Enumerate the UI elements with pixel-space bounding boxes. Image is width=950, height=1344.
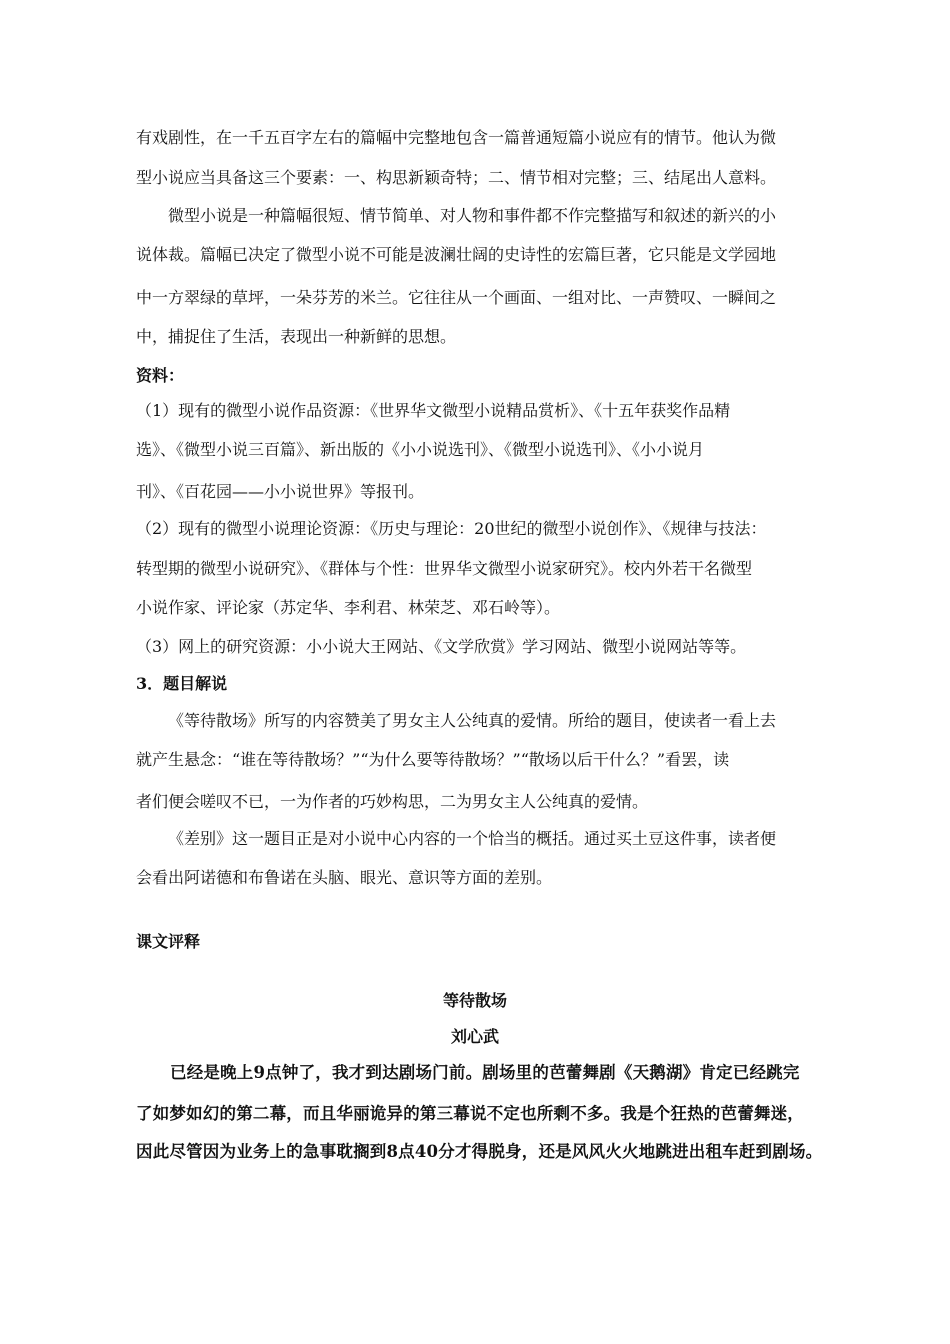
resources-item1-line-2: 选》、《微型小说三百篇》、新出版的《小小说选刊》、《微型小说选刊》、《小小说月 bbox=[136, 440, 705, 459]
definition-para2-line-3: 中一方翠绿的草坪，一朵芬芳的米兰。它往往从一个画面、一组对比、一声赞叹、一瞬间之 bbox=[136, 288, 777, 307]
definition-para2-line-1: 微型小说是一种篇幅很短、情节简单、对人物和事件都不作完整描写和叙述的新兴的小 bbox=[168, 206, 777, 225]
story-line-1: 已经是晚上9点钟了，我才到达剧场门前。剧场里的芭蕾舞剧《天鹅湖》肯定已经跳完 bbox=[170, 1063, 800, 1082]
resources-item1-line-3: 刊》、《百花园——小小说世界》等报刊。 bbox=[136, 482, 425, 501]
title-explanation-p1-line-2: 就产生悬念：“谁在等待散场？”“为什么要等待散场？”“散场以后干什么？”看罢，读 bbox=[136, 750, 730, 769]
title-explanation-p1-line-3: 者们便会嗟叹不已，一为作者的巧妙构思，二为男女主人公纯真的爱情。 bbox=[136, 792, 649, 811]
resources-item1-line-1: （1）现有的微型小说作品资源：《世界华文微型小说精品赏析》、《十五年获奖作品精 bbox=[136, 401, 731, 420]
resources-item2-line-2: 转型期的微型小说研究》、《群体与个性：世界华文微型小说家研究》。校内外若干名微型 bbox=[136, 559, 753, 578]
commentary-heading: 课文评释 bbox=[136, 932, 201, 951]
title-explanation-heading: 3．题目解说 bbox=[136, 674, 228, 693]
resources-item2-line-3: 小说作家、评论家（苏定华、李利君、林荣芝、邓石岭等）。 bbox=[136, 598, 561, 617]
definition-line-1: 有戏剧性，在一千五百字左右的篇幅中完整地包含一篇普通短篇小说应有的情节。他认为微 bbox=[136, 128, 777, 147]
story-line-3: 因此尽管因为业务上的急事耽搁到8点40分才得脱身，还是风风火火地跳进出租车赶到剧场。 bbox=[136, 1142, 823, 1161]
story-author: 刘心武 bbox=[450, 1027, 499, 1046]
definition-para2-line-4: 中，捕捉住了生活，表现出一种新鲜的思想。 bbox=[136, 327, 457, 346]
story-title: 等待散场 bbox=[442, 991, 507, 1010]
resources-heading: 资料： bbox=[136, 366, 185, 385]
resources-item2-line-1: （2）现有的微型小说理论资源：《历史与理论：20世纪的微型小说创作》、《规律与技法： bbox=[136, 519, 767, 538]
definition-para2-line-2: 说体裁。篇幅已决定了微型小说不可能是波澜壮阔的史诗性的宏篇巨著，它只能是文学园地 bbox=[136, 245, 777, 264]
definition-line-2: 型小说应当具备这三个要素：一、构思新颖奇特；二、情节相对完整；三、结尾出人意料。 bbox=[136, 168, 777, 187]
title-explanation-p2-line-1: 《差别》这一题目正是对小说中心内容的一个恰当的概括。通过买土豆这件事，读者便 bbox=[168, 829, 777, 848]
title-explanation-p1-line-1: 《等待散场》所写的内容赞美了男女主人公纯真的爱情。所给的题目，使读者一看上去 bbox=[168, 711, 777, 730]
title-explanation-p2-line-2: 会看出阿诺德和布鲁诺在头脑、眼光、意识等方面的差别。 bbox=[136, 868, 553, 887]
resources-item3-line-1: （3）网上的研究资源：小小说大王网站、《文学欣赏》学习网站、微型小说网站等等。 bbox=[136, 637, 747, 656]
story-line-2: 了如梦如幻的第二幕，而且华丽诡异的第三幕说不定也所剩不多。我是个狂热的芭蕾舞迷， bbox=[136, 1104, 804, 1123]
